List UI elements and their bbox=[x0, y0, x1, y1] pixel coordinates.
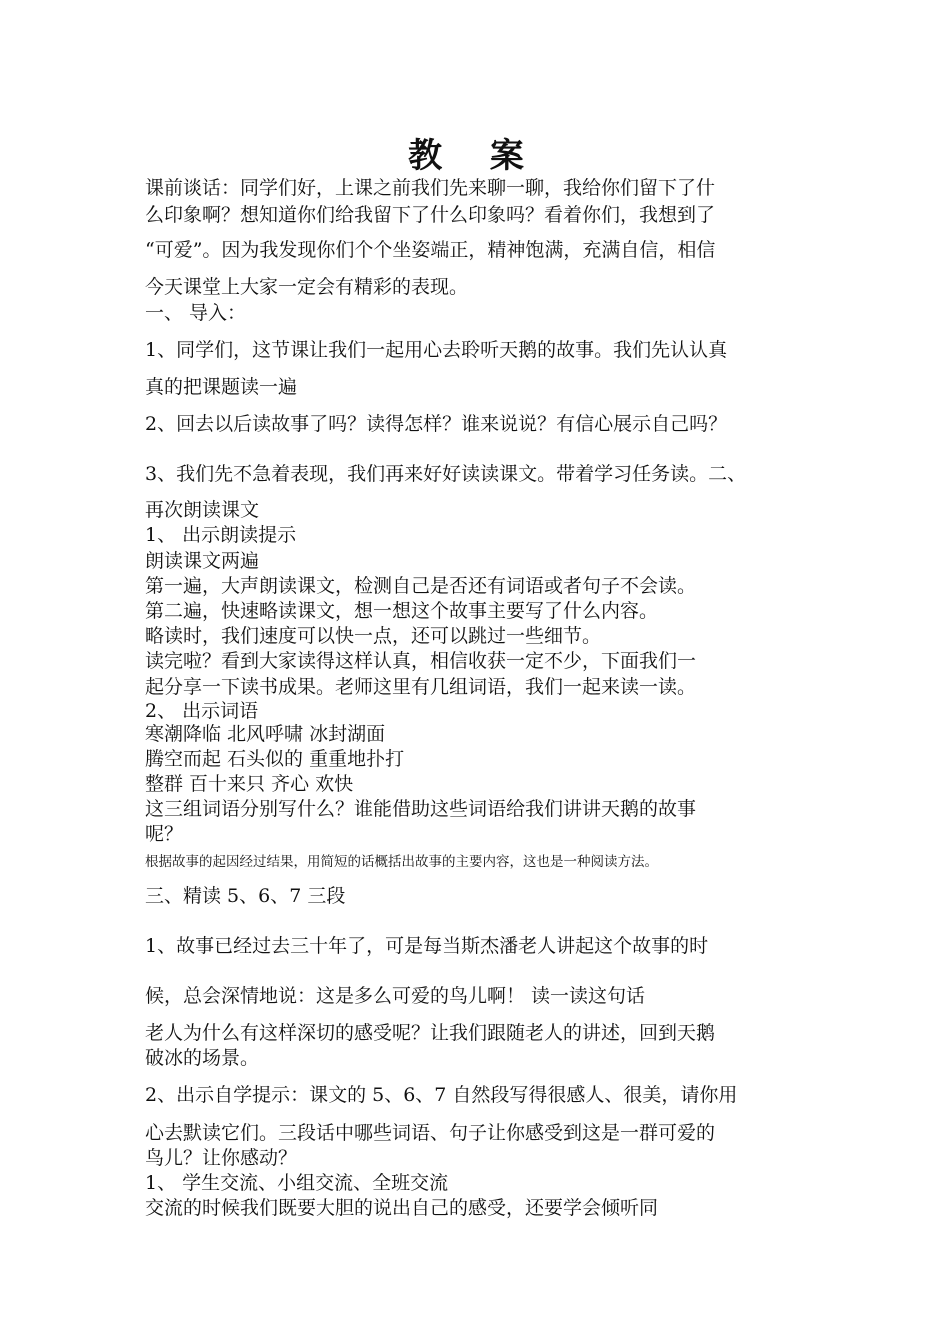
text-line: 交流的时候我们既要大胆的说出自己的感受，还要学会倾听同 bbox=[145, 1197, 659, 1219]
text-line: 略读时，我们速度可以快一点，还可以跳过一些细节。 bbox=[145, 625, 602, 647]
text-line: 真的把课题读一遍 bbox=[145, 376, 298, 398]
text-line: 鸟儿？让你感动？ bbox=[145, 1147, 298, 1169]
text-line: 再次朗读课文 bbox=[145, 499, 260, 521]
text-line: 破冰的场景。 bbox=[145, 1047, 260, 1069]
text-line: 第一遍，大声朗读课文，检测自己是否还有词语或者句子不会读。 bbox=[145, 575, 697, 597]
text-line: 2、出示自学提示：课文的 5、6、7 自然段写得很感人、很美，请你用 bbox=[145, 1084, 738, 1106]
note-line: 根据故事的起因经过结果，用简短的话概括出故事的主要内容，这也是一种阅读方法。 bbox=[145, 854, 658, 870]
word-group: 腾空而起 石头似的 重重地扑打 bbox=[145, 748, 405, 770]
document-title: 教 案 bbox=[408, 136, 542, 176]
text-line: 3、我们先不急着表现，我们再来好好读读课文。带着学习任务读。二、 bbox=[145, 463, 747, 485]
text-line: “可爱”。因为我发现你们个个坐姿端正，精神饱满，充满自信，相信 bbox=[145, 239, 716, 261]
text-line: 心去默读它们。三段话中哪些词语、句子让你感受到这是一群可爱的 bbox=[145, 1122, 716, 1144]
text-line: 老人为什么有这样深切的感受呢？让我们跟随老人的讲述，回到天鹅 bbox=[145, 1022, 716, 1044]
text-line: 呢？ bbox=[145, 823, 184, 845]
text-line: 1、故事已经过去三十年了，可是每当斯杰潘老人讲起这个故事的时 bbox=[145, 935, 709, 957]
text-line: 1、同学们，这节课让我们一起用心去聆听天鹅的故事。我们先认认真 bbox=[145, 339, 728, 361]
text-line: 课前谈话：同学们好，上课之前我们先来聊一聊，我给你们留下了什 bbox=[145, 177, 716, 199]
text-line: 起分享一下读书成果。老师这里有几组词语，我们一起来读一读。 bbox=[145, 676, 697, 698]
text-line: 2、回去以后读故事了吗？读得怎样？谁来说说？有信心展示自己吗？ bbox=[145, 413, 728, 435]
text-line: 候，总会深情地说：这是多么可爱的鸟儿啊！ 读一读这句话 bbox=[145, 985, 646, 1007]
text-line: 读完啦？看到大家读得这样认真，相信收获一定不少，下面我们一 bbox=[145, 650, 697, 672]
list-item: 1、 出示朗读提示 bbox=[145, 524, 297, 546]
word-group: 整群 百十来只 齐心 欢快 bbox=[145, 773, 354, 795]
list-item: 2、 出示词语 bbox=[145, 700, 259, 722]
section-heading: 一、 导入： bbox=[145, 302, 247, 324]
text-line: 第二遍，快速略读课文，想一想这个故事主要写了什么内容。 bbox=[145, 600, 659, 622]
text-line: 今天课堂上大家一定会有精彩的表现。 bbox=[145, 276, 469, 298]
section-heading: 三、精读 5、6、7 三段 bbox=[145, 885, 346, 907]
text-line: 朗读课文两遍 bbox=[145, 550, 260, 572]
text-line: 这三组词语分别写什么？谁能借助这些词语给我们讲讲天鹅的故事 bbox=[145, 798, 697, 820]
list-item: 1、 学生交流、小组交流、全班交流 bbox=[145, 1172, 449, 1194]
word-group: 寒潮降临 北风呼啸 冰封湖面 bbox=[145, 723, 386, 745]
text-line: 么印象啊？想知道你们给我留下了什么印象吗？看着你们，我想到了 bbox=[145, 204, 716, 226]
